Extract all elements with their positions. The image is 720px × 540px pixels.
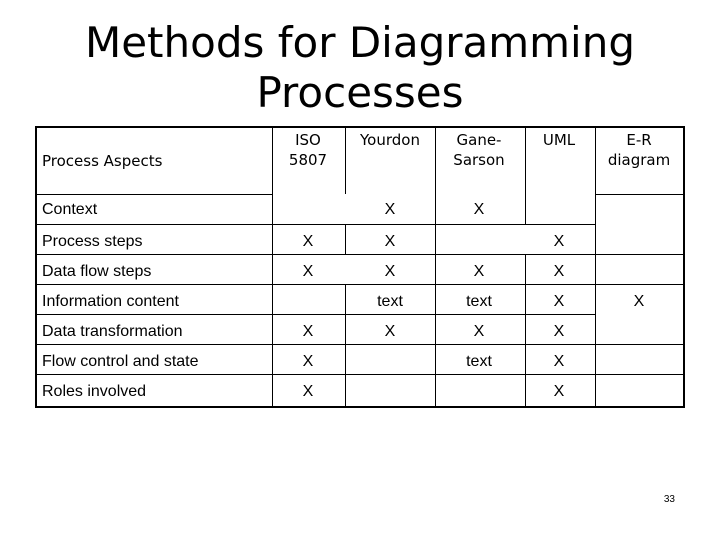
cell-context-yourdon: X [384,201,396,218]
row-label-context: Context [42,201,98,218]
table-border-top [35,126,685,128]
grid-line-v [272,126,273,408]
grid-line-v [595,126,596,408]
table-border-left [35,126,37,408]
row-label-process-steps: Process steps [42,233,143,250]
row-label-roles-involved: Roles involved [42,383,147,400]
grid-line-v [435,126,436,408]
table-border-right [683,126,685,408]
column-header-gane-sarson: Gane- Sarson [453,131,505,169]
grid-line-h [35,194,272,195]
cell-flow-control-gane-sarson: text [466,353,492,370]
cell-context-gane-sarson: X [473,201,485,218]
cell-data-flow-iso: X [302,263,314,280]
cell-data-transformation-gane-sarson: X [473,323,485,340]
column-header-uml: UML [542,131,576,149]
cell-data-flow-gane-sarson: X [473,263,485,280]
grid-line-h [35,284,685,285]
slide-title-line-1: Methods for Diagramming [84,18,636,67]
column-header-yourdon: Yourdon [360,131,420,149]
grid-line-h [35,254,685,255]
table-border-bottom [35,406,685,408]
cell-flow-control-uml: X [553,353,565,370]
grid-line-v [345,126,346,194]
cell-data-transformation-iso: X [302,323,314,340]
cell-data-transformation-uml: X [553,323,565,340]
grid-line-v [525,254,526,408]
row-label-information-content: Information content [42,293,179,310]
cell-process-steps-yourdon: X [384,233,396,250]
slide-title-line-2: Processes [256,68,464,117]
cell-roles-uml: X [553,383,565,400]
cell-data-flow-yourdon: X [384,263,396,280]
row-label-data-flow-steps: Data flow steps [42,263,152,280]
grid-line-h [35,224,595,225]
cell-process-steps-uml: X [553,233,565,250]
cell-process-steps-iso: X [302,233,314,250]
grid-line-h [595,194,685,195]
page-number: 33 [663,494,675,505]
row-label-data-transformation: Data transformation [42,323,183,340]
cell-flow-control-iso: X [302,353,314,370]
cell-data-transformation-yourdon: X [384,323,396,340]
grid-line-v [345,284,346,408]
cell-roles-iso: X [302,383,314,400]
methods-table [35,126,685,408]
row-label-flow-control-and-state: Flow control and state [42,353,199,370]
grid-line-h [35,314,595,315]
column-header-er-diagram: E-R diagram [607,131,671,169]
cell-info-content-uml: X [553,293,565,310]
grid-line-v [525,126,526,224]
column-header-iso-5807: ISO 5807 [288,131,328,169]
grid-line-h [35,374,685,375]
cell-data-flow-uml: X [553,263,565,280]
cell-info-content-gane-sarson: text [466,293,492,310]
grid-line-h [35,344,685,345]
process-aspects-header: Process Aspects [42,152,163,170]
cell-info-content-er-diagram: X [633,293,645,310]
slide-title [0,18,720,118]
grid-line-v [345,224,346,254]
cell-info-content-yourdon: text [377,293,403,310]
